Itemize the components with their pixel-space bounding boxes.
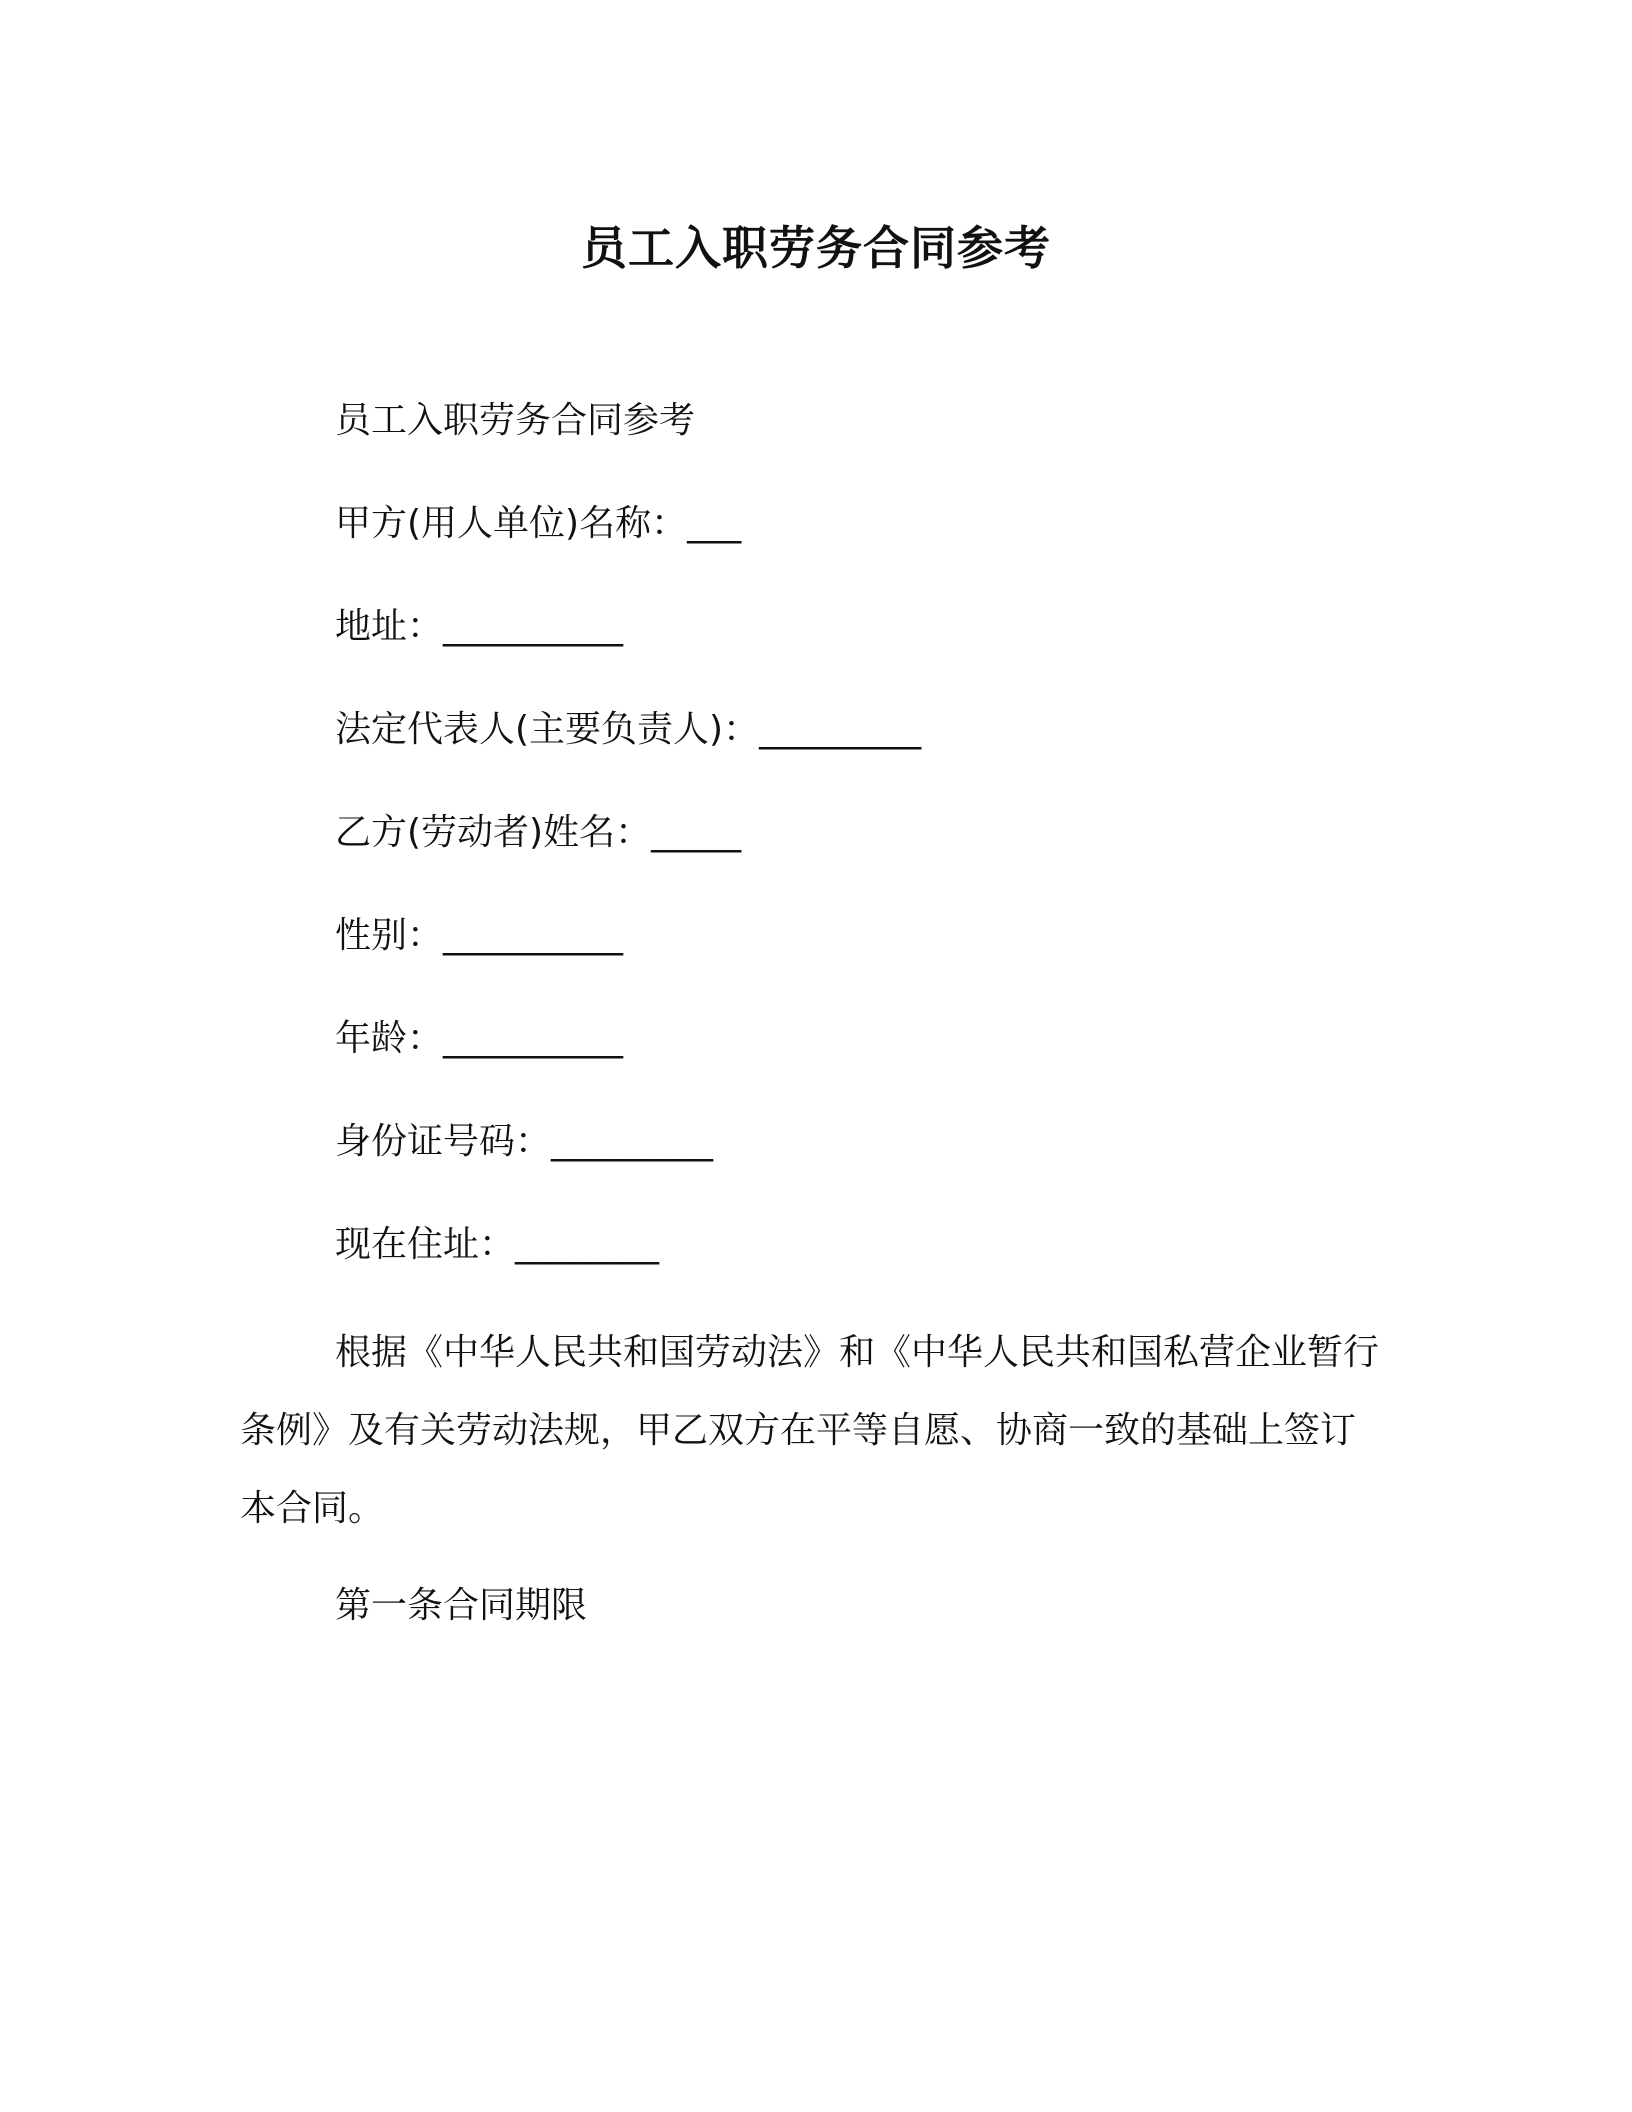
employer-name-field: 甲方(用人单位)名称：___ (335, 503, 742, 544)
age-field: 年龄：__________ (335, 1018, 624, 1059)
id-number-field: 身份证号码：_________ (335, 1121, 714, 1162)
employee-name-field: 乙方(劳动者)姓名：_____ (335, 812, 742, 853)
gender-field: 性别：__________ (335, 915, 624, 956)
legal-representative-field: 法定代表人(主要负责人)：_________ (335, 709, 922, 750)
current-address-field: 现在住址：________ (335, 1224, 660, 1265)
document-title: 员工入职劳务合同参考 (581, 221, 1051, 275)
document-subtitle: 员工入职劳务合同参考 (335, 400, 696, 441)
contract-preamble: 根据《中华人民共和国劳动法》和《中华人民共和国私营企业暂行条例》及有关劳动法规，甲乙双方在平等自愿、协商一致的基础上签订本合同。 (240, 1332, 1380, 1529)
section-heading-contract-term: 第一条合同期限 (335, 1585, 588, 1626)
address-field: 地址：__________ (335, 606, 624, 647)
